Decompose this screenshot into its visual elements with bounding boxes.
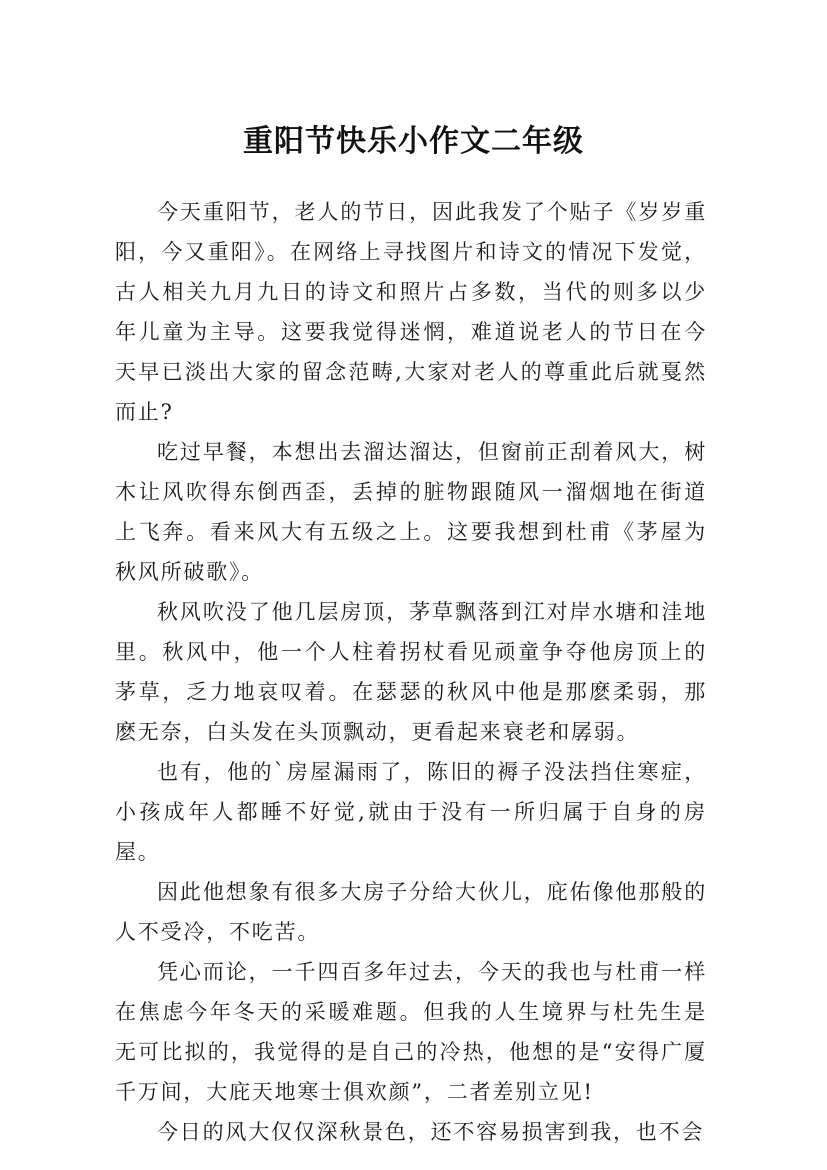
paragraph: 因此他想象有很多大房子分给大伙儿，庇佑像他那般的人不受冷，不吃苦。 (115, 880, 707, 944)
document-body (115, 192, 707, 1152)
paragraph: 吃过早餐，本想出去溜达溜达，但窗前正刮着风大，树木让风吹得东倒西歪，丢掉的脏物跟随风一溜烟地在街道上飞奔。看来风大有五级之上。这要我想到杜甫《茅屋为秋风所破歌》。 (115, 440, 707, 584)
paragraph: 也有，他的`房屋漏雨了，陈旧的褥子没法挡住寒症，小孩成年人都睡不好觉,就由于没有一所归属于自身的房屋。 (115, 760, 707, 864)
paragraph: 秋风吹没了他几层房顶，茅草飘落到江对岸水塘和洼地里。秋风中，他一个人柱着拐杖看见顽童争夺他房顶上的茅草，乏力地哀叹着。在瑟瑟的秋风中他是那麽柔弱，那麽无奈，白头发在头顶飘动，更看起来衰老和孱弱。 (115, 600, 707, 744)
paragraph: 凭心而论，一千四百多年过去，今天的我也与杜甫一样在焦虑今年冬天的采暖难题。但我的人生境界与杜先生是无可比拟的，我觉得的是自己的冷热，他想的是“安得广厦千万间，大庇天地寒士俱欢颜”，二者差别立见! (115, 960, 707, 1104)
paragraph: 今日的风大仅仅深秋景色，还不容易损害到我，也不会 (157, 1120, 705, 1144)
document-title: 重阳节快乐小作文二年级 (243, 124, 584, 160)
paragraph: 今天重阳节，老人的节日，因此我发了个贴子《岁岁重阳，今又重阳》。在网络上寻找图片和诗文的情况下发觉，古人相关九月九日的诗文和照片占多数，当代的则多以少年儿童为主导。这要我觉得迷惘，难道说老人的节日在今天早已淡出大家的留念范畴,大家对老人的尊重此后就戛然而止? (115, 200, 707, 424)
